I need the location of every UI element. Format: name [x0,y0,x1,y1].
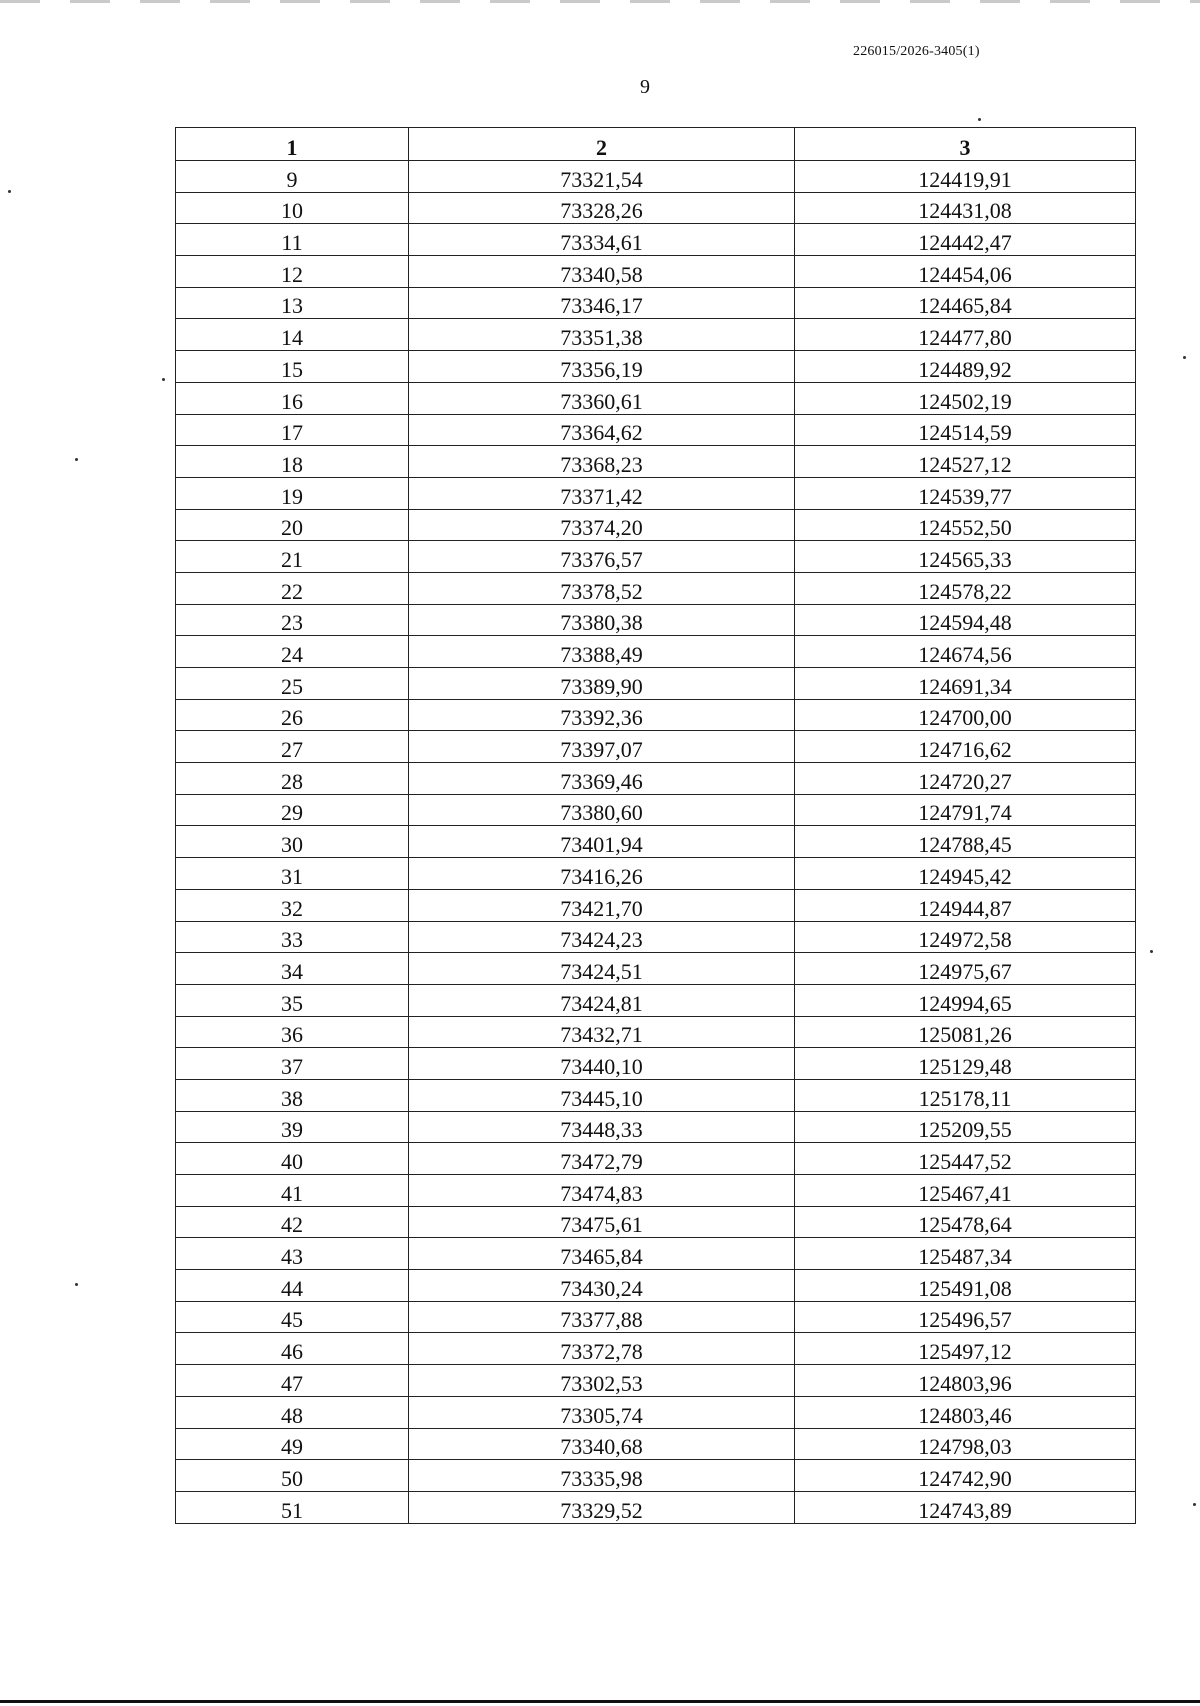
scan-speck [1150,950,1153,953]
y-coordinate-cell: 125447,52 [795,1143,1136,1175]
point-number-cell: 42 [176,1206,409,1238]
table-row [176,1206,1136,1238]
table-header-row [176,128,1136,161]
y-coordinate-cell: 124743,89 [795,1491,1136,1523]
document-code: 226015/2026-3405(1) [853,44,980,59]
x-coordinate-cell: 73346,17 [409,287,795,319]
point-number-cell: 34 [176,953,409,985]
y-coordinate-cell: 124514,59 [795,414,1136,446]
x-coordinate-cell: 73334,61 [409,224,795,256]
point-number-cell: 19 [176,477,409,509]
table-row [176,921,1136,953]
x-coordinate-cell: 73472,79 [409,1143,795,1175]
point-number-cell: 41 [176,1175,409,1207]
point-number-cell: 25 [176,668,409,700]
y-coordinate-cell: 125209,55 [795,1111,1136,1143]
x-coordinate-cell: 73369,46 [409,763,795,795]
x-coordinate-cell: 73432,71 [409,1016,795,1048]
y-coordinate-cell: 124539,77 [795,477,1136,509]
y-coordinate-cell: 125478,64 [795,1206,1136,1238]
point-number-cell: 45 [176,1301,409,1333]
point-number-cell: 22 [176,572,409,604]
x-coordinate-cell: 73448,33 [409,1111,795,1143]
x-coordinate-cell: 73380,60 [409,794,795,826]
y-coordinate-cell: 124700,00 [795,699,1136,731]
table-row [176,382,1136,414]
y-coordinate-cell: 124791,74 [795,794,1136,826]
table-row [176,1175,1136,1207]
table-row [176,351,1136,383]
x-coordinate-cell: 73321,54 [409,161,795,193]
point-number-cell: 36 [176,1016,409,1048]
x-coordinate-cell: 73424,81 [409,984,795,1016]
point-number-cell: 30 [176,826,409,858]
x-coordinate-cell: 73445,10 [409,1079,795,1111]
x-coordinate-cell: 73360,61 [409,382,795,414]
table-row [176,794,1136,826]
x-coordinate-cell: 73340,58 [409,256,795,288]
point-number-cell: 44 [176,1270,409,1302]
table-row [176,699,1136,731]
point-number-cell: 32 [176,889,409,921]
x-coordinate-cell: 73368,23 [409,446,795,478]
table-row [176,858,1136,890]
table-row [176,763,1136,795]
scan-speck [75,1283,78,1286]
x-coordinate-cell: 73372,78 [409,1333,795,1365]
point-number-cell: 26 [176,699,409,731]
point-number-cell: 15 [176,351,409,383]
point-number-cell: 16 [176,382,409,414]
point-number-cell: 35 [176,984,409,1016]
x-coordinate-cell: 73416,26 [409,858,795,890]
x-coordinate-cell: 73335,98 [409,1460,795,1492]
table-row [176,826,1136,858]
x-coordinate-cell: 73364,62 [409,414,795,446]
y-coordinate-cell: 124803,46 [795,1396,1136,1428]
y-coordinate-cell: 124975,67 [795,953,1136,985]
table-row [176,224,1136,256]
y-coordinate-cell: 124431,08 [795,192,1136,224]
y-coordinate-cell: 125081,26 [795,1016,1136,1048]
point-number-cell: 33 [176,921,409,953]
point-number-cell: 23 [176,604,409,636]
y-coordinate-cell: 124477,80 [795,319,1136,351]
point-number-cell: 49 [176,1428,409,1460]
table-row [176,1238,1136,1270]
x-coordinate-cell: 73371,42 [409,477,795,509]
point-number-cell: 12 [176,256,409,288]
table-row [176,477,1136,509]
table-row [176,1111,1136,1143]
table-row [176,1301,1136,1333]
column-header-3: 3 [795,128,1136,161]
y-coordinate-cell: 124945,42 [795,858,1136,890]
x-coordinate-cell: 73397,07 [409,731,795,763]
y-coordinate-cell: 125487,34 [795,1238,1136,1270]
y-coordinate-cell: 125491,08 [795,1270,1136,1302]
table-row [176,1270,1136,1302]
y-coordinate-cell: 125497,12 [795,1333,1136,1365]
y-coordinate-cell: 124716,62 [795,731,1136,763]
table-row [176,889,1136,921]
table-row [176,414,1136,446]
scan-bottom-edge [0,1700,1200,1703]
point-number-cell: 29 [176,794,409,826]
y-coordinate-cell: 124674,56 [795,636,1136,668]
x-coordinate-cell: 73378,52 [409,572,795,604]
y-coordinate-cell: 124442,47 [795,224,1136,256]
table-row [176,1396,1136,1428]
point-number-cell: 40 [176,1143,409,1175]
point-number-cell: 18 [176,446,409,478]
table-row [176,1333,1136,1365]
x-coordinate-cell: 73389,90 [409,668,795,700]
y-coordinate-cell: 124788,45 [795,826,1136,858]
table-row [176,319,1136,351]
x-coordinate-cell: 73388,49 [409,636,795,668]
table-row [176,541,1136,573]
x-coordinate-cell: 73351,38 [409,319,795,351]
y-coordinate-cell: 124419,91 [795,161,1136,193]
point-number-cell: 20 [176,509,409,541]
column-header-1: 1 [176,128,409,161]
scan-top-edge [0,0,1200,3]
y-coordinate-cell: 124742,90 [795,1460,1136,1492]
table-row [176,1079,1136,1111]
point-number-cell: 37 [176,1048,409,1080]
y-coordinate-cell: 125467,41 [795,1175,1136,1207]
point-number-cell: 28 [176,763,409,795]
x-coordinate-cell: 73328,26 [409,192,795,224]
table-row [176,636,1136,668]
point-number-cell: 13 [176,287,409,319]
y-coordinate-cell: 124502,19 [795,382,1136,414]
x-coordinate-cell: 73376,57 [409,541,795,573]
y-coordinate-cell: 124720,27 [795,763,1136,795]
x-coordinate-cell: 73421,70 [409,889,795,921]
point-number-cell: 43 [176,1238,409,1270]
y-coordinate-cell: 124594,48 [795,604,1136,636]
point-number-cell: 46 [176,1333,409,1365]
point-number-cell: 24 [176,636,409,668]
x-coordinate-cell: 73377,88 [409,1301,795,1333]
point-number-cell: 39 [176,1111,409,1143]
table-row [176,446,1136,478]
point-number-cell: 47 [176,1365,409,1397]
table-row [176,668,1136,700]
table-row [176,256,1136,288]
point-number-cell: 31 [176,858,409,890]
x-coordinate-cell: 73424,51 [409,953,795,985]
y-coordinate-cell: 124465,84 [795,287,1136,319]
y-coordinate-cell: 124803,96 [795,1365,1136,1397]
point-number-cell: 17 [176,414,409,446]
x-coordinate-cell: 73302,53 [409,1365,795,1397]
x-coordinate-cell: 73424,23 [409,921,795,953]
table-row [176,1491,1136,1523]
x-coordinate-cell: 73305,74 [409,1396,795,1428]
x-coordinate-cell: 73430,24 [409,1270,795,1302]
point-number-cell: 10 [176,192,409,224]
table-row [176,731,1136,763]
column-header-2: 2 [409,128,795,161]
point-number-cell: 38 [176,1079,409,1111]
coordinates-table [175,127,1136,1524]
y-coordinate-cell: 124972,58 [795,921,1136,953]
table-row [176,1143,1136,1175]
table-row [176,1428,1136,1460]
y-coordinate-cell: 124691,34 [795,668,1136,700]
scan-speck [1183,356,1186,359]
point-number-cell: 9 [176,161,409,193]
scan-speck [1193,1503,1196,1506]
y-coordinate-cell: 124527,12 [795,446,1136,478]
x-coordinate-cell: 73329,52 [409,1491,795,1523]
table-row [176,1365,1136,1397]
table-row [176,192,1136,224]
y-coordinate-cell: 124454,06 [795,256,1136,288]
y-coordinate-cell: 124798,03 [795,1428,1136,1460]
table-row [176,984,1136,1016]
y-coordinate-cell: 125129,48 [795,1048,1136,1080]
point-number-cell: 14 [176,319,409,351]
table-row [176,509,1136,541]
table-row [176,1460,1136,1492]
table-row [176,161,1136,193]
x-coordinate-cell: 73340,68 [409,1428,795,1460]
x-coordinate-cell: 73474,83 [409,1175,795,1207]
x-coordinate-cell: 73475,61 [409,1206,795,1238]
x-coordinate-cell: 73465,84 [409,1238,795,1270]
table-row [176,953,1136,985]
y-coordinate-cell: 124578,22 [795,572,1136,604]
y-coordinate-cell: 124994,65 [795,984,1136,1016]
scan-speck [75,458,78,461]
y-coordinate-cell: 124944,87 [795,889,1136,921]
page-number: 9 [640,76,650,98]
x-coordinate-cell: 73392,36 [409,699,795,731]
x-coordinate-cell: 73374,20 [409,509,795,541]
point-number-cell: 21 [176,541,409,573]
table-row [176,604,1136,636]
table-row [176,1016,1136,1048]
table-row [176,287,1136,319]
y-coordinate-cell: 124552,50 [795,509,1136,541]
y-coordinate-cell: 124489,92 [795,351,1136,383]
y-coordinate-cell: 125178,11 [795,1079,1136,1111]
x-coordinate-cell: 73380,38 [409,604,795,636]
point-number-cell: 11 [176,224,409,256]
point-number-cell: 51 [176,1491,409,1523]
table-row [176,572,1136,604]
scan-speck [978,118,981,121]
y-coordinate-cell: 125496,57 [795,1301,1136,1333]
scan-speck [8,190,11,193]
table-body [176,161,1136,1524]
x-coordinate-cell: 73356,19 [409,351,795,383]
x-coordinate-cell: 73440,10 [409,1048,795,1080]
scan-speck [162,378,165,381]
point-number-cell: 50 [176,1460,409,1492]
point-number-cell: 48 [176,1396,409,1428]
y-coordinate-cell: 124565,33 [795,541,1136,573]
point-number-cell: 27 [176,731,409,763]
table-row [176,1048,1136,1080]
x-coordinate-cell: 73401,94 [409,826,795,858]
